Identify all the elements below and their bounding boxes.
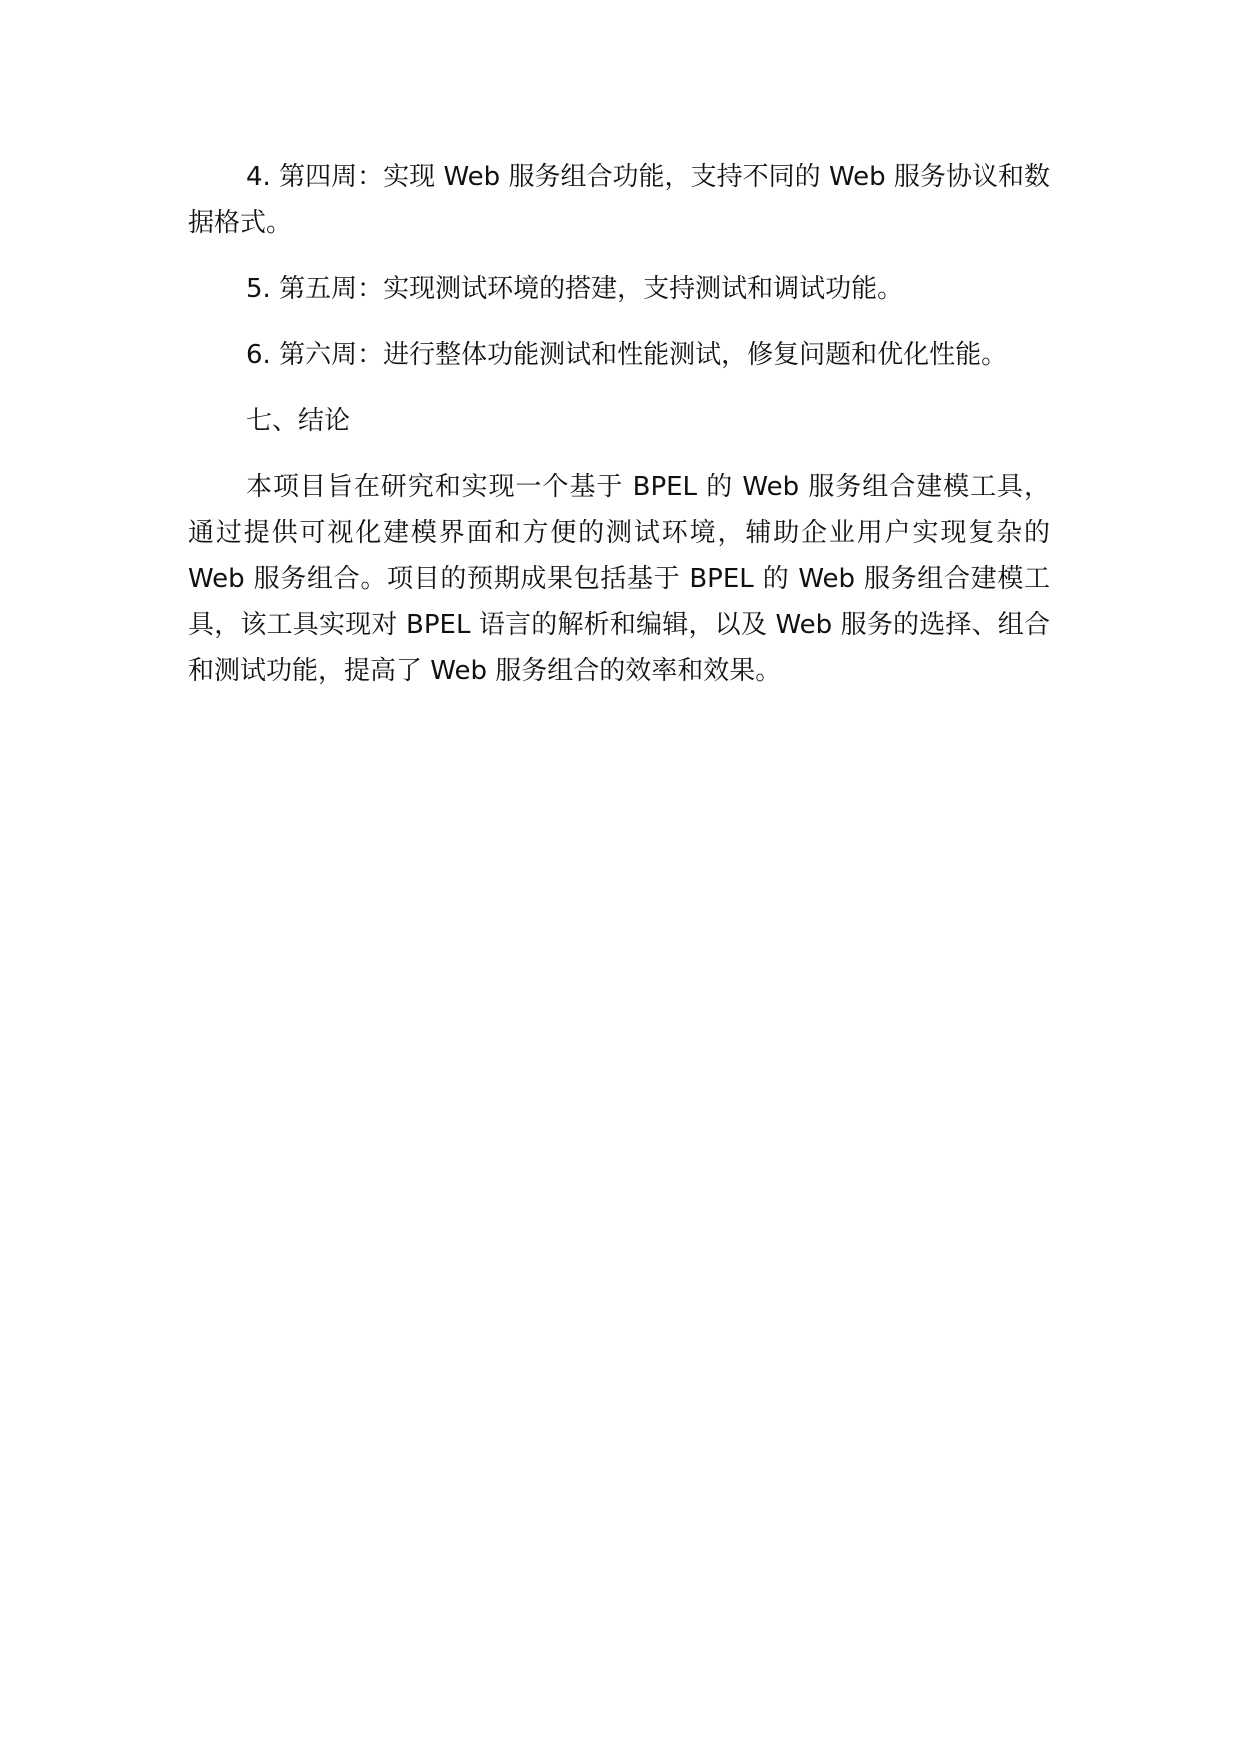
paragraph-week-6: 6. 第六周：进行整体功能测试和性能测试，修复问题和优化性能。: [246, 340, 1008, 370]
paragraph-gap: [188, 444, 1050, 464]
paragraph-gap: [188, 246, 1050, 266]
paragraph-week-5: 5. 第五周：实现测试环境的搭建，支持测试和调试功能。: [246, 274, 904, 304]
paragraph-gap: [188, 378, 1050, 398]
document-body: [188, 154, 1050, 694]
paragraph-conclusion: 本项目旨在研究和实现一个基于 BPEL 的 Web 服务组合建模工具，通过提供可视化建模界面和方便的测试环境，辅助企业用户实现复杂的 Web 服务组合。项目的预期成果包括基于 BPEL 的 Web 服务组合建模工具，该工具实现对 BPEL 语言的解析和编辑，以及 Web 服务的选择、组合和测试功能，提高了 Web 服务组合的效率和效果。: [188, 472, 1050, 686]
section-heading-conclusion: 七、结论: [246, 406, 351, 436]
paragraph-week-4: 4. 第四周：实现 Web 服务组合功能，支持不同的 Web 服务协议和数据格式。: [188, 162, 1050, 238]
paragraph-gap: [188, 312, 1050, 332]
